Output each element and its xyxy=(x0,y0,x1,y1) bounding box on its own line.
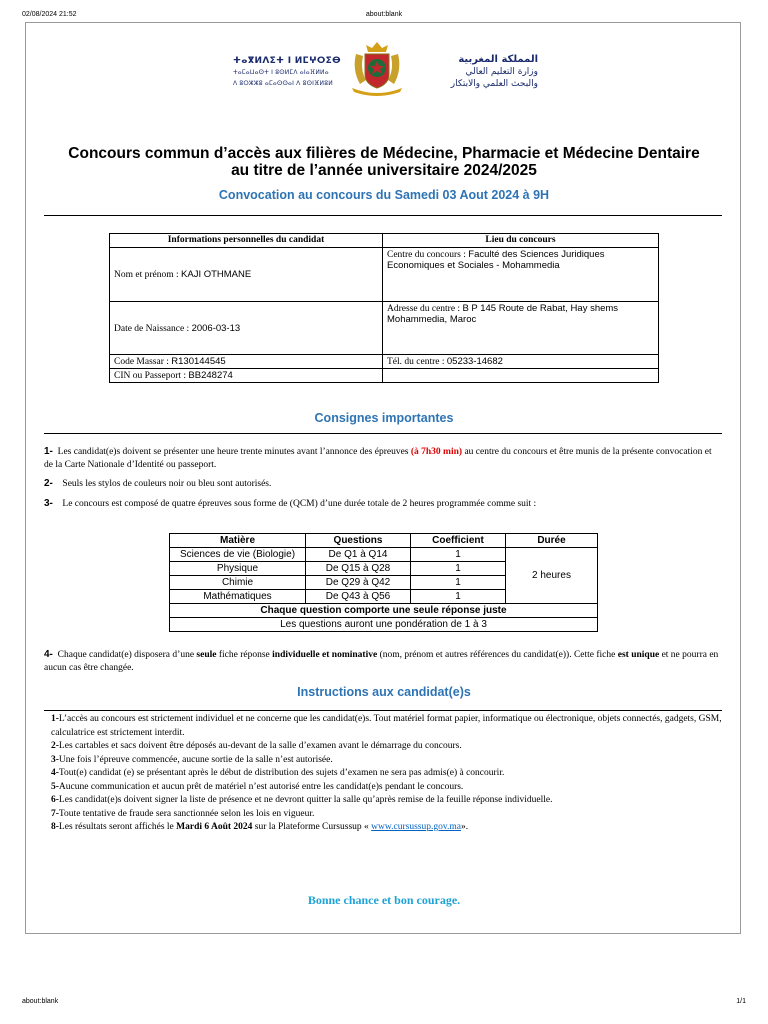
convocation-heading: Convocation au concours du Samedi 03 Aout 2024 à 9H xyxy=(218,188,550,202)
consigne-3-number: 3- xyxy=(44,498,53,509)
cursussup-link[interactable]: www.cursussup.gov.ma xyxy=(371,822,461,832)
item-text: ». xyxy=(460,822,469,832)
cin-value: BB248274 xyxy=(188,370,233,381)
coefficient-cell: 1 xyxy=(411,590,506,604)
consigne-4-text: Chaque candidat(e) disposera d’une xyxy=(57,650,197,660)
consigne-4-text: fiche réponse xyxy=(216,650,273,660)
info-header-candidate: Informations personnelles du candidat xyxy=(110,234,383,248)
consigne-1 xyxy=(44,445,722,472)
consigne-2-text: Seuls les stylos de couleurs noir ou bleu sont autorisés. xyxy=(62,479,272,489)
arabic-line-2: وزارة التعليم العالي xyxy=(465,67,538,77)
item-text: L’accès au concours est strictement individuel et ne concerne que les candidat(e)s. Tout matériel format papier, informatique ou électronique, objets connectés, gadgets, GSM, calculatrice est strictement interdit. xyxy=(51,714,722,738)
list-item xyxy=(51,821,723,835)
coefficient-cell: 1 xyxy=(411,548,506,562)
divider xyxy=(44,215,722,216)
coefficient-cell: 1 xyxy=(411,576,506,590)
title-line-1: Concours commun d’accès aux filières de Médecine, Pharmacie et Médecine Dentaire xyxy=(68,145,700,162)
consigne-4-text: (nom, prénom et autres références du candidat(e)). Cette fiche xyxy=(377,650,618,660)
tifinagh-line-3: ⴷ ⵓⵔⵣⵣⵓ ⴰⵎⴰⵙⵙⴰⵏ ⴷ ⵓⵙⵏⴼⵍⵓⵍ xyxy=(233,80,333,87)
closing-message: Bonne chance et bon courage. xyxy=(307,893,461,907)
item-number: 1- xyxy=(51,714,59,724)
item-text: Aucune communication et aucun prêt de matériel n’est autorisé entre les candidat(e)s pendant le concours. xyxy=(58,781,464,792)
questions-cell: De Q29 à Q42 xyxy=(306,576,411,590)
candidate-name-cell xyxy=(110,248,383,302)
consigne-4-bold: individuelle et nominative xyxy=(272,650,378,660)
consigne-2 xyxy=(44,477,722,491)
list-item xyxy=(51,794,723,808)
questions-cell: De Q1 à Q14 xyxy=(306,548,411,562)
item-number: 6- xyxy=(51,795,59,805)
massar-value: R130144545 xyxy=(171,356,226,367)
letterhead xyxy=(0,40,768,100)
tel-label: Tél. du centre : xyxy=(387,357,447,367)
print-page-title: about:blank xyxy=(365,11,403,18)
consigne-4-text: et ne pourra en aucun cas être changée. xyxy=(44,650,719,673)
consigne-3-text: Le concours est composé de quatre épreuves sous forme de (QCM) d’une durée totale de 2 heures programmée comme suit : xyxy=(62,499,537,509)
title-line-2: au titre de l’année universitaire 2024/2025 xyxy=(231,162,537,179)
item-text: Les résultats seront affichés le xyxy=(58,822,177,832)
birth-date-cell xyxy=(110,302,383,355)
weighting-note: Les questions auront une pondération de 1 à 3 xyxy=(170,618,598,632)
item-text: Toute tentative de fraude sera sanctionnée selon les lois en vigueur. xyxy=(58,808,315,819)
item-number: 7- xyxy=(51,808,59,819)
page-number: 1/1 xyxy=(736,998,746,1005)
info-header-location: Lieu du concours xyxy=(383,234,659,248)
id-number-cell xyxy=(110,369,383,383)
cin-label: CIN ou Passeport : xyxy=(114,371,189,381)
consigne-4-bold: est unique xyxy=(617,650,660,660)
results-date: Mardi 6 Août 2024 xyxy=(176,822,253,832)
item-number: 4- xyxy=(51,768,59,778)
arabic-line-1: المملكة المغربية xyxy=(458,54,538,65)
centre-phone-cell xyxy=(383,355,659,369)
item-text: Les cartables et sacs doivent être déposés au-devant de la salle d’examen avant le démarrage du concours. xyxy=(58,741,462,751)
empty-cell xyxy=(383,369,659,383)
subject-cell: Physique xyxy=(170,562,306,576)
address-label: Adresse du centre : xyxy=(387,304,463,314)
consigne-1-text-a: Les candidat(e)s doivent se présenter une heure trente minutes avant l’annonce des épreuves xyxy=(57,447,411,457)
subject-cell: Chimie xyxy=(170,576,306,590)
consigne-1-text-b: au centre du concours et être munis de la présente convocation et de la Carte Nationale d’Identité ou passeport. xyxy=(44,447,712,470)
item-text: Les candidat(e)s doivent signer la liste de présence et ne devront quitter la salle qu’après remise de la feuille réponse individuelle. xyxy=(58,795,553,805)
col-header-subject: Matière xyxy=(170,534,306,548)
print-datetime: 02/08/2024 21:52 xyxy=(22,11,77,18)
item-text: Tout(e) candidat (e) se présentant après le début de distribution des sujets d’examen ne sera pas admis(e) à concourir. xyxy=(58,768,505,778)
consigne-2-number: 2- xyxy=(44,478,53,489)
col-header-questions: Questions xyxy=(306,534,411,548)
duration-cell: 2 heures xyxy=(506,548,598,604)
item-number: 8- xyxy=(51,822,59,832)
tel-value: 05233-14682 xyxy=(446,356,503,367)
consignes-heading: Consignes importantes xyxy=(314,411,454,425)
footer-url: about:blank xyxy=(22,998,59,1005)
instructions-list xyxy=(51,713,723,835)
tifinagh-ministry-name xyxy=(233,56,343,89)
list-item xyxy=(51,781,723,795)
item-number: 2- xyxy=(51,741,59,751)
centre-address-cell xyxy=(383,302,659,355)
list-item xyxy=(51,713,723,740)
exam-centre-cell xyxy=(383,248,659,302)
list-item xyxy=(51,740,723,754)
candidate-info-table xyxy=(109,233,659,383)
col-header-duration: Durée xyxy=(506,534,598,548)
divider xyxy=(44,433,722,434)
instructions-heading: Instructions aux candidat(e)s xyxy=(297,685,471,699)
item-number: 5- xyxy=(51,781,59,792)
single-answer-note: Chaque question comporte une seule réponse juste xyxy=(170,604,598,618)
centre-value: Faculté des Sciences Juridiques Economiques et Sociales - Mohammedia xyxy=(387,249,605,271)
name-label: Nom et prénom : xyxy=(114,270,182,280)
arrival-time: (à 7h30 min) xyxy=(410,447,463,457)
list-item xyxy=(51,767,723,781)
col-header-coefficient: Coefficient xyxy=(411,534,506,548)
item-number: 3- xyxy=(51,754,59,765)
tifinagh-line-1: ⵜⴰⴳⵍⴷⵉⵜ ⵏ ⵍⵎⵖⵔⵉⴱ xyxy=(233,56,341,66)
exam-schedule-table xyxy=(169,533,598,632)
coefficient-cell: 1 xyxy=(411,562,506,576)
table-row xyxy=(170,548,598,562)
arabic-line-3: والبحث العلمي والابتكار xyxy=(450,79,538,89)
tifinagh-line-2: ⵜⴰⵎⴰⵡⴰⵙⵜ ⵏ ⵓⵙⵍⵎⴷ ⴰⵏⴰⴼⵍⵍⴰ xyxy=(233,69,329,76)
print-footer xyxy=(22,998,746,1010)
subject-cell: Sciences de vie (Biologie) xyxy=(170,548,306,562)
address-value: B P 145 Route de Rabat, Hay shems Mohammedia, Maroc xyxy=(387,303,619,325)
document-title xyxy=(30,145,738,179)
item-text: sur la Plateforme Cursussup « xyxy=(252,822,372,832)
divider xyxy=(44,710,722,711)
questions-cell: De Q15 à Q28 xyxy=(306,562,411,576)
consigne-4-number: 4- xyxy=(44,649,53,660)
consigne-4-bold: seule xyxy=(196,650,217,660)
item-text: Une fois l’épreuve commencée, aucune sortie de la salle n’est autorisée. xyxy=(58,754,333,765)
consigne-1-number: 1- xyxy=(44,446,53,457)
arabic-ministry-name xyxy=(418,54,538,90)
questions-cell: De Q43 à Q56 xyxy=(306,590,411,604)
subject-cell: Mathématiques xyxy=(170,590,306,604)
name-value: KAJI OTHMANE xyxy=(181,269,252,280)
list-item xyxy=(51,808,723,822)
list-item xyxy=(51,754,723,768)
consigne-3 xyxy=(44,497,722,511)
dob-label: Date de Naissance : xyxy=(114,323,192,334)
massar-code-cell xyxy=(110,355,383,369)
centre-label: Centre du concours : xyxy=(387,250,469,260)
coat-of-arms-icon xyxy=(346,40,408,98)
dob-value: 2006-03-13 xyxy=(191,322,241,334)
consigne-4 xyxy=(44,648,722,675)
massar-label: Code Massar : xyxy=(114,357,172,367)
